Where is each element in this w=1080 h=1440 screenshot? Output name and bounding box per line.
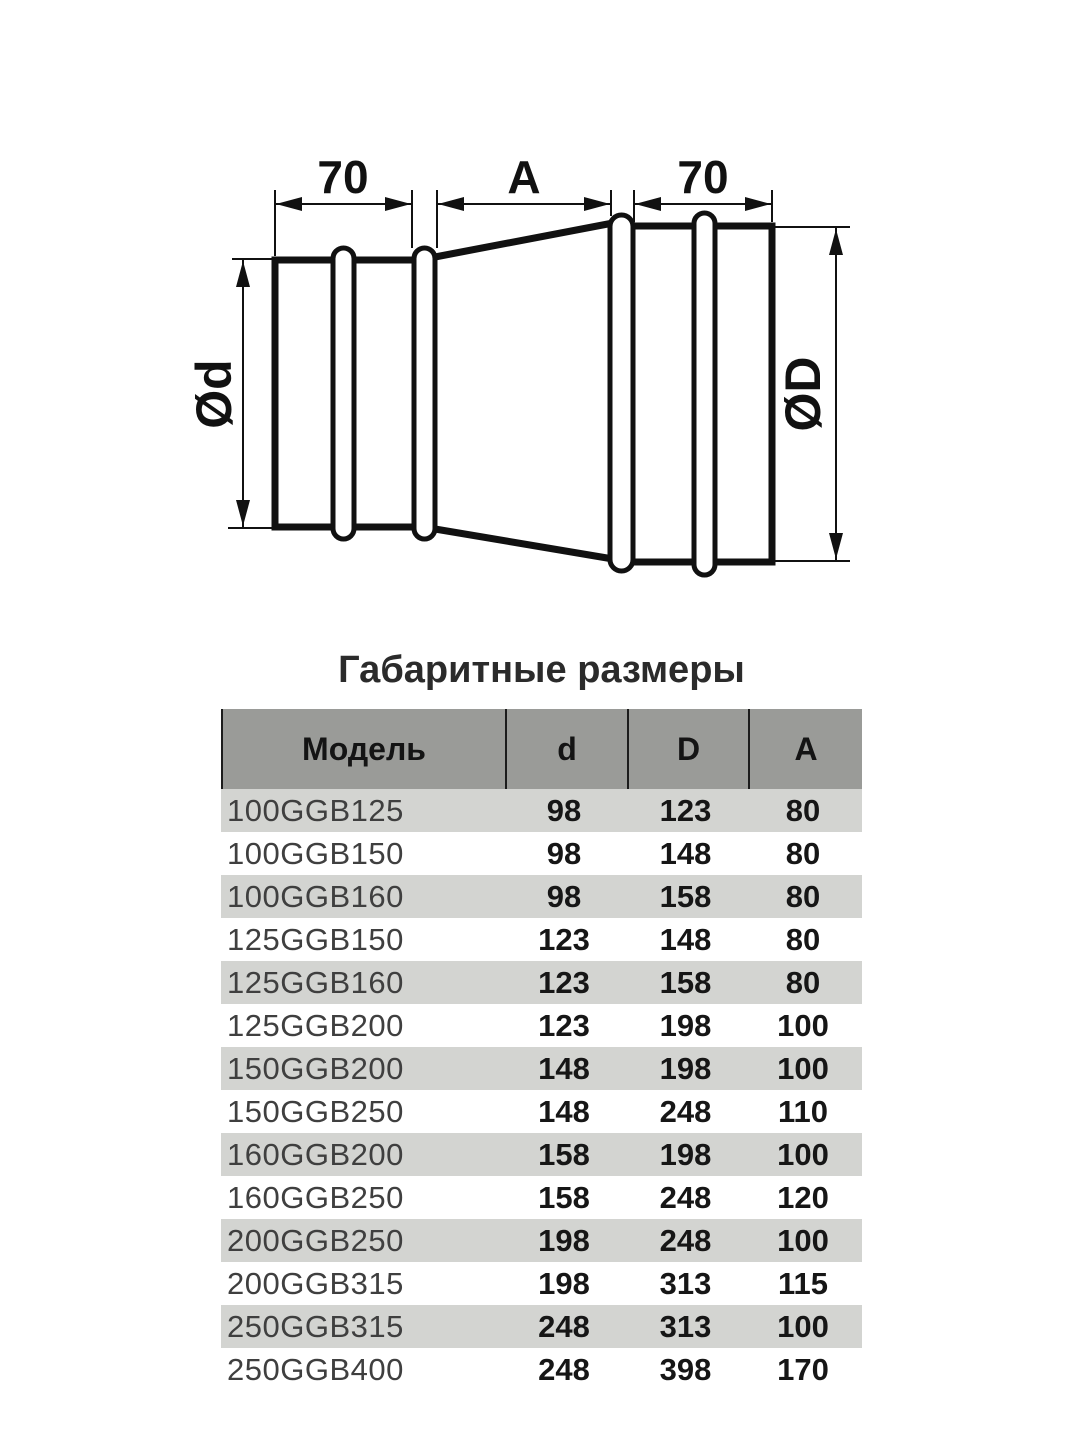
table-row — [221, 1262, 862, 1305]
table-row — [221, 1090, 862, 1133]
A-cell: 80 — [785, 964, 821, 1000]
model-cell: 160GGB200 — [227, 1136, 404, 1172]
d-cell: 198 — [538, 1265, 590, 1301]
table-row — [221, 1219, 862, 1262]
table-row — [221, 1176, 862, 1219]
D-cell: 248 — [659, 1093, 712, 1129]
table-row — [221, 1133, 862, 1176]
model-cell: 125GGB150 — [227, 921, 404, 957]
d-cell: 148 — [538, 1093, 590, 1129]
dim-70-left-label: 70 — [317, 151, 369, 203]
model-cell: 125GGB200 — [227, 1007, 404, 1043]
d-cell: 158 — [538, 1136, 590, 1172]
A-cell: 100 — [777, 1136, 829, 1172]
D-cell: 198 — [659, 1007, 712, 1043]
table-title: Габаритные размеры — [338, 649, 745, 691]
D-cell: 158 — [659, 964, 712, 1000]
reducer-technical-drawing — [0, 0, 1080, 620]
extension-lines — [228, 190, 850, 561]
table-header — [221, 709, 862, 789]
large-diameter-label: ØD — [775, 356, 831, 432]
model-cell: 150GGB250 — [227, 1093, 404, 1129]
d-cell: 198 — [538, 1222, 590, 1258]
D-cell: 148 — [659, 921, 712, 957]
A-cell: 115 — [777, 1265, 828, 1301]
model-cell: 250GGB400 — [227, 1351, 404, 1387]
A-cell: 100 — [777, 1222, 829, 1258]
table-row — [221, 1348, 862, 1391]
cone-outline — [435, 223, 613, 559]
model-cell: 160GGB250 — [227, 1179, 404, 1215]
A-cell: 100 — [777, 1308, 829, 1344]
model-cell: 150GGB200 — [227, 1050, 404, 1086]
small-diameter-label: Ød — [186, 359, 242, 429]
dim-A-label: A — [507, 151, 541, 203]
large-joint-bead — [610, 215, 633, 571]
table-body — [221, 789, 862, 1391]
d-cell: 123 — [538, 1007, 590, 1043]
A-cell: 80 — [785, 792, 821, 828]
model-cell: 200GGB250 — [227, 1222, 404, 1258]
d-cell: 98 — [546, 792, 582, 828]
cone-joint-bead — [414, 248, 435, 539]
A-cell: 80 — [785, 878, 821, 914]
model-cell: 100GGB125 — [227, 792, 404, 828]
d-cell: 98 — [546, 878, 582, 914]
dimensions-table — [221, 709, 862, 1391]
dimension-lines — [236, 197, 843, 560]
table-row — [221, 789, 862, 832]
A-cell: 100 — [777, 1007, 829, 1043]
model-cell: 125GGB160 — [227, 964, 404, 1000]
d-cell: 148 — [538, 1050, 590, 1086]
d-cell: 248 — [538, 1308, 590, 1344]
d-cell: 123 — [538, 964, 590, 1000]
model-cell: 100GGB150 — [227, 835, 404, 871]
dim-70-right-label: 70 — [677, 151, 729, 203]
model-cell: 200GGB315 — [227, 1265, 404, 1301]
table-row — [221, 1305, 862, 1348]
A-cell: 120 — [777, 1179, 829, 1215]
table-row — [221, 961, 862, 1004]
col-header-A: A — [748, 709, 862, 789]
table-row — [221, 918, 862, 961]
large-pipe-bead — [694, 213, 715, 575]
D-cell: 123 — [659, 792, 712, 828]
table-row — [221, 832, 862, 875]
table-row — [221, 875, 862, 918]
d-cell: 158 — [538, 1179, 590, 1215]
A-cell: 100 — [777, 1050, 829, 1086]
D-cell: 198 — [659, 1136, 712, 1172]
A-cell: 80 — [785, 835, 821, 871]
A-cell: 170 — [777, 1351, 829, 1387]
model-cell: 100GGB160 — [227, 878, 404, 914]
D-cell: 313 — [659, 1308, 712, 1344]
model-cell: 250GGB315 — [227, 1308, 404, 1344]
D-cell: 148 — [659, 835, 712, 871]
D-cell: 248 — [659, 1222, 712, 1258]
A-cell: 80 — [785, 921, 821, 957]
table-row — [221, 1047, 862, 1090]
rolled-beads — [333, 213, 715, 575]
table-row — [221, 1004, 862, 1047]
d-cell: 98 — [546, 835, 582, 871]
A-cell: 110 — [777, 1093, 828, 1129]
col-header-d: d — [505, 709, 627, 789]
col-header-model: Модель — [302, 730, 426, 767]
D-cell: 248 — [659, 1179, 712, 1215]
col-header-D: D — [627, 709, 748, 789]
small-pipe-bead — [333, 248, 354, 539]
d-cell: 248 — [538, 1351, 590, 1387]
D-cell: 158 — [659, 878, 712, 914]
D-cell: 313 — [659, 1265, 712, 1301]
d-cell: 123 — [538, 921, 590, 957]
D-cell: 398 — [659, 1351, 712, 1387]
D-cell: 198 — [659, 1050, 712, 1086]
